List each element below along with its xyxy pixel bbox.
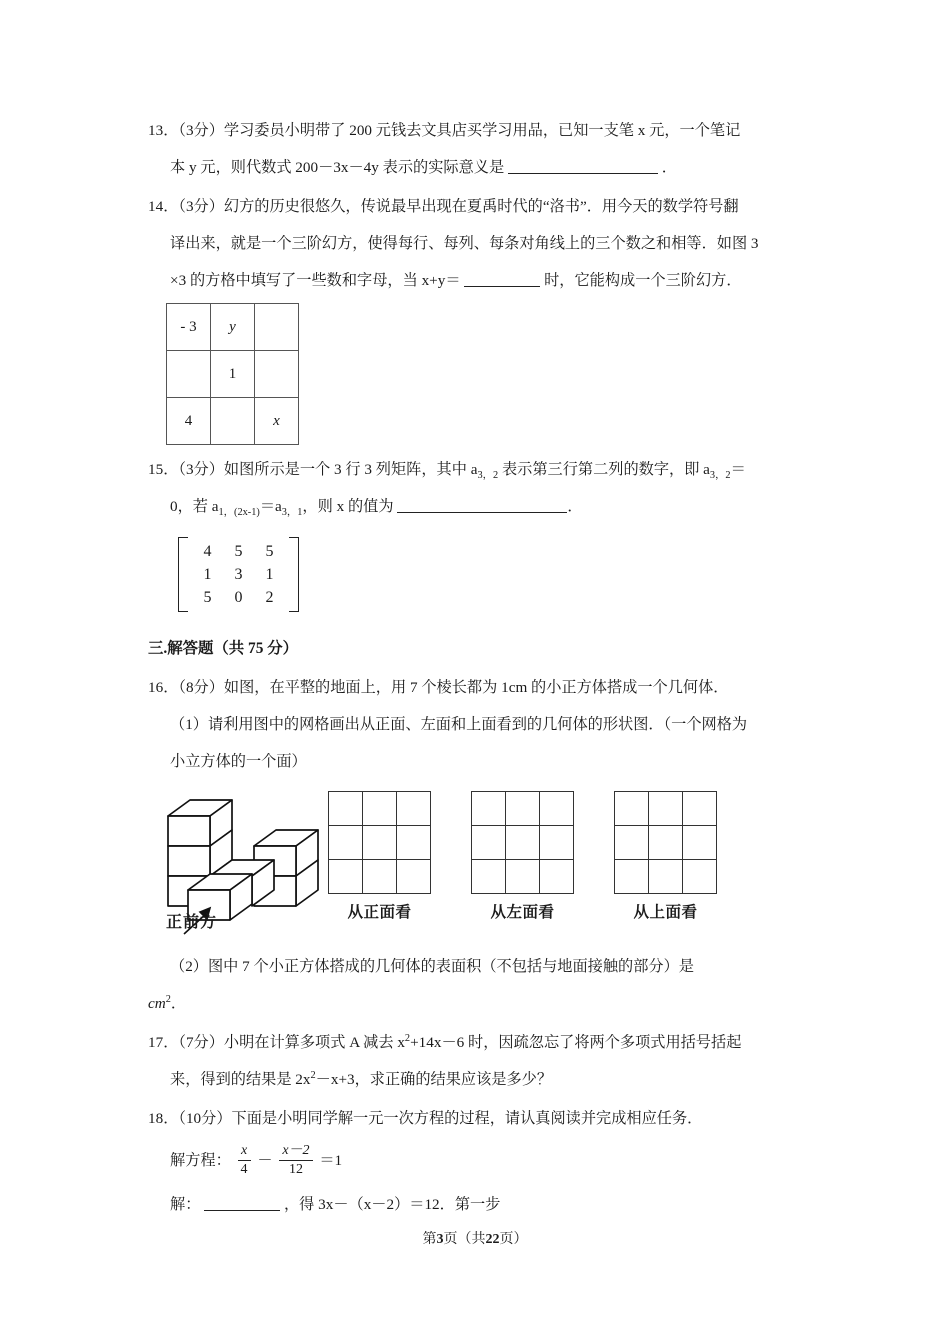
matrix-cell-2-2: 3 [234, 565, 243, 583]
q15-sub-2: 3，2 [709, 470, 731, 482]
footer-mid: 页（共 [443, 1232, 486, 1247]
footer-suffix: 页） [499, 1232, 528, 1247]
q13-answer-blank[interactable] [508, 173, 658, 174]
view-grid-left-table[interactable] [471, 791, 574, 894]
q15-line-2 [148, 488, 808, 525]
q18-fraction-1 [238, 1143, 251, 1177]
grid-cell[interactable] [615, 792, 649, 826]
q17-line-2-a: 来，得到的结果是 2x [170, 1071, 311, 1088]
grid-cell[interactable] [329, 792, 363, 826]
magic-square-table [166, 303, 299, 445]
grid-cell[interactable] [540, 860, 574, 894]
q14-answer-blank[interactable] [464, 286, 540, 287]
question-15 [148, 451, 808, 525]
q17-exp-2: 2 [310, 1069, 316, 1081]
grid-cell[interactable] [615, 860, 649, 894]
grid-cell[interactable] [615, 826, 649, 860]
question-17 [148, 1024, 808, 1098]
grid-row[interactable] [615, 826, 717, 860]
question-16 [148, 669, 808, 780]
q18-frac2-numerator: x－2 [279, 1143, 312, 1161]
q16-line-1: 16．（8分）如图，在平整的地面上，用 7 个棱长都为 1cm 的小正方体搭成一个几何体． [148, 679, 729, 696]
q15-line-2-b: ＝a [259, 498, 282, 515]
grid-cell[interactable] [683, 792, 717, 826]
q16-part2-line-1: （2）图中 7 个小正方体搭成的几何体的表面积（不包括与地面接触的部分）是 [170, 958, 694, 975]
magic-cell-3-2 [211, 398, 255, 445]
q16-part2-end: ． [170, 995, 187, 1012]
q17-line-1-b: +14x－6 时，因疏忽忘了将两个多项式用括号括起 [410, 1034, 742, 1051]
grid-cell[interactable] [472, 860, 506, 894]
view-grid-left[interactable] [471, 791, 574, 922]
view-grid-front-label: 从正面看 [347, 904, 412, 921]
q18-frac1-denominator: 4 [240, 1162, 248, 1178]
magic-cell-1-1: - 3 [167, 304, 211, 351]
q13-line-1: 13．（3分）学习委员小明带了 200 元钱去文具店买学习用品，已知一支笔 x 元，一个笔记 [148, 122, 741, 139]
q16-figure-area [148, 786, 808, 946]
grid-cell[interactable] [506, 826, 540, 860]
magic-cell-2-2: 1 [211, 351, 255, 398]
footer-total-pages: 22 [485, 1232, 500, 1247]
matrix-cell-1-1: 4 [203, 542, 212, 560]
view-grid-left-label: 从左面看 [490, 904, 555, 921]
q18-step-blank[interactable] [204, 1210, 280, 1211]
matrix-figure [178, 537, 299, 612]
q15-line-1-a: 15．（3分）如图所示是一个 3 行 3 列矩阵，其中 a [148, 461, 478, 478]
matrix-cell-2-1: 1 [203, 565, 212, 583]
grid-cell[interactable] [397, 792, 431, 826]
grid-cell[interactable] [506, 792, 540, 826]
question-13 [148, 112, 808, 186]
magic-row-2 [167, 351, 299, 398]
grid-row[interactable] [615, 792, 717, 826]
view-grid-front[interactable] [328, 791, 431, 922]
view-grid-top-table[interactable] [614, 791, 717, 894]
q18-step-suffix: ，得 3x－（x－2）＝12．第一步 [283, 1196, 501, 1213]
grid-cell[interactable] [540, 792, 574, 826]
q15-line-2-c: ，则 x 的值为 [302, 498, 394, 515]
grid-cell[interactable] [506, 860, 540, 894]
grid-cell[interactable] [649, 860, 683, 894]
page-footer [0, 1228, 950, 1248]
q17-line-2-b: －x+3，求正确的结果应该是多少？ [315, 1071, 553, 1088]
q16-unit: cm [148, 995, 166, 1012]
q16-unit-exponent: 2 [165, 993, 171, 1005]
grid-cell[interactable] [397, 860, 431, 894]
matrix-cell-3-1: 5 [203, 588, 212, 606]
grid-cell[interactable] [649, 792, 683, 826]
magic-cell-1-3 [255, 304, 299, 351]
view-grid-top[interactable] [614, 791, 717, 922]
grid-cell[interactable] [649, 826, 683, 860]
q18-equals-one: ＝1 [319, 1152, 343, 1169]
q13-line-2 [148, 149, 808, 186]
grid-row[interactable] [472, 792, 574, 826]
matrix-cell-3-3: 2 [265, 588, 274, 606]
q15-sub-1: 3，2 [477, 470, 499, 482]
q14-line-1: 14．（3分）幻方的历史很悠久，传说最早出现在夏禹时代的“洛书”．用今天的数学符号翻 [148, 198, 739, 215]
grid-row[interactable] [472, 860, 574, 894]
question-14 [148, 188, 808, 299]
q18-step-prefix: 解： [170, 1196, 201, 1213]
grid-cell[interactable] [363, 860, 397, 894]
magic-square-figure [166, 303, 808, 445]
grid-cell[interactable] [363, 792, 397, 826]
magic-cell-1-2: y [211, 304, 255, 351]
view-grid-front-table[interactable] [328, 791, 431, 894]
grid-row[interactable] [472, 826, 574, 860]
q17-line-1-a: 17．（7分）小明在计算多项式 A 减去 x [148, 1034, 405, 1051]
q16-part2-line-2 [148, 985, 808, 1022]
q18-line-1: 18．（10分）下面是小明同学解一元一次方程的过程，请认真阅读并完成相应任务． [148, 1110, 703, 1127]
footer-page-number: 3 [436, 1232, 444, 1247]
q15-answer-blank[interactable] [397, 512, 567, 513]
grid-cell[interactable] [683, 826, 717, 860]
grid-cell[interactable] [472, 826, 506, 860]
grid-cell[interactable] [329, 826, 363, 860]
question-18 [148, 1100, 808, 1137]
magic-cell-2-3 [255, 351, 299, 398]
q15-line-1-b: 表示第三行第二列的数字，即 a [498, 461, 710, 478]
front-direction-label: 正前方 [166, 914, 218, 931]
q18-equation-line [148, 1139, 808, 1183]
q14-line-3-text: ×3 的方格中填写了一些数和字母，当 x+y＝ [170, 272, 461, 289]
q14-line-3-end: 时，它能构成一个三阶幻方． [544, 272, 742, 289]
q16-part1-line-2: 小立方体的一个面） [170, 753, 307, 770]
footer-prefix: 第 [422, 1232, 437, 1247]
q18-minus-sign: － [257, 1152, 273, 1169]
magic-row-3 [167, 398, 299, 445]
q18-step-line [148, 1183, 808, 1227]
matrix-cell-3-2: 0 [234, 588, 243, 606]
magic-cell-3-1: 4 [167, 398, 211, 445]
matrix-cell-1-2: 5 [234, 542, 243, 560]
matrix-row-2 [192, 563, 285, 586]
grid-row[interactable] [329, 860, 431, 894]
q14-line-2: 译出来，就是一个三阶幻方，使得每行、每列、每条对角线上的三个数之和相等．如图 3 [170, 235, 759, 252]
magic-row-1 [167, 304, 299, 351]
q18-frac1-numerator: x [238, 1143, 251, 1161]
q15-sub-3: 1，(2x-1) [218, 507, 260, 519]
q16-part1-line-1: （1）请利用图中的网格画出从正面、左面和上面看到的几何体的形状图．（一个网格为 [170, 716, 748, 733]
grid-cell[interactable] [683, 860, 717, 894]
section-3-heading: 三.解答题（共 75 分） [148, 640, 299, 657]
matrix-row-1 [192, 540, 285, 563]
q18-frac2-denominator: 12 [288, 1162, 303, 1178]
q17-line-1 [148, 1024, 808, 1061]
q15-line-2-d: ． [567, 498, 583, 515]
page-content [148, 112, 808, 1227]
matrix-cell-1-3: 5 [265, 542, 274, 560]
q13-line-2-end: ． [661, 159, 677, 176]
q15-line-1-c: ＝ [730, 461, 746, 478]
grid-cell[interactable] [329, 860, 363, 894]
view-grid-top-label: 从上面看 [633, 904, 698, 921]
q13-line-2-text: 本 y 元，则代数式 200－3x－4y 表示的实际意义是 [170, 159, 505, 176]
magic-cell-2-1 [167, 351, 211, 398]
question-16-part2 [148, 948, 808, 1022]
q14-line-3 [148, 262, 808, 299]
matrix-cell-2-3: 1 [265, 565, 274, 583]
matrix-table [192, 540, 285, 609]
q15-line-2-a: 0，若 a [170, 498, 219, 515]
q15-line-1 [148, 451, 808, 488]
grid-row[interactable] [615, 860, 717, 894]
q18-solve-prefix: 解方程： [170, 1152, 231, 1169]
grid-cell[interactable] [540, 826, 574, 860]
q15-sub-4: 3，1 [281, 507, 303, 519]
q18-fraction-2 [279, 1143, 312, 1177]
q17-line-2 [148, 1061, 808, 1098]
magic-cell-3-3: x [255, 398, 299, 445]
grid-row[interactable] [329, 826, 431, 860]
matrix-row-3 [192, 586, 285, 609]
grid-cell[interactable] [363, 826, 397, 860]
grid-row[interactable] [329, 792, 431, 826]
q17-exp-1: 2 [404, 1032, 411, 1044]
grid-cell[interactable] [397, 826, 431, 860]
grid-cell[interactable] [472, 792, 506, 826]
